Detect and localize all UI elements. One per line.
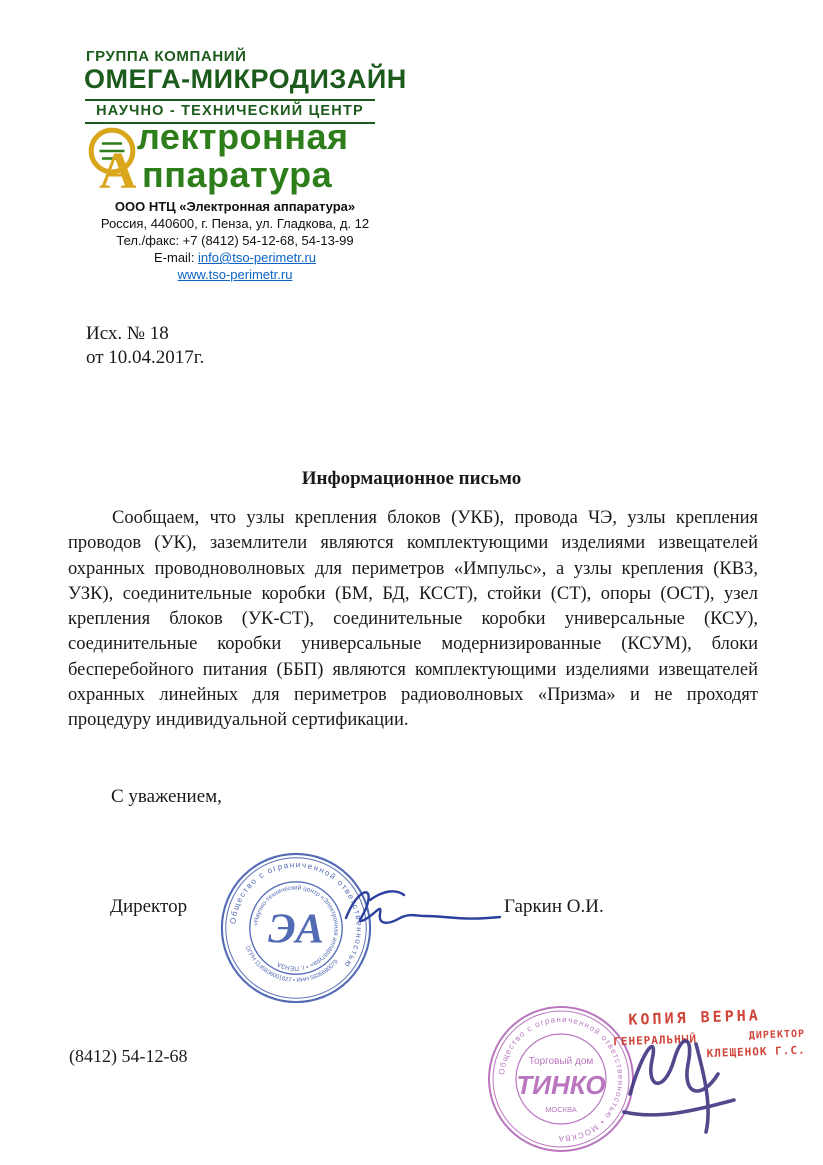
logo-letter-a: А	[99, 143, 137, 200]
vendor-stamp-top-text: Торговый дом	[528, 1056, 594, 1067]
address-line: Россия, 440600, г. Пенза, ул. Гладкова, д. 12	[100, 216, 370, 231]
letter-title: Информационное письмо	[301, 468, 522, 489]
outgoing-number: Исх. № 18	[86, 323, 169, 344]
footer-phone: (8412) 54-12-68	[69, 1046, 188, 1066]
email-link[interactable]: info@tso-perimetr.ru	[198, 250, 317, 265]
website-link[interactable]: www.tso-perimetr.ru	[177, 267, 293, 282]
signer-title: Директор	[110, 896, 188, 917]
letter-date: от 10.04.2017г.	[86, 347, 205, 368]
org-name-line: ООО НТЦ «Электронная аппаратура»	[114, 199, 356, 214]
vendor-stamp-center-text: ТИНКО	[516, 1070, 606, 1100]
company-stamp-inner-text: «Научно-технический центр «Электронная аппаратура» • г. ПЕНЗА	[252, 884, 340, 972]
contact-block	[90, 198, 380, 283]
logo-word-electronic: лектронная	[137, 116, 349, 157]
group-label: ГРУППА КОМПАНИЙ	[86, 48, 247, 65]
vendor-stamp-bottom-text: МОСКВА	[545, 1105, 577, 1114]
company-stamp-reg-numbers: ОГРН 1145836001827 • ИНН 5836680079	[243, 945, 340, 984]
closing-line: С уважением,	[111, 786, 222, 807]
company-logo	[85, 116, 395, 200]
website-line	[90, 266, 380, 283]
copy-stamp-title-1: ГЕНЕРАЛЬНЫЙ	[612, 1032, 698, 1049]
logo-word-apparatus: ппаратура	[142, 154, 333, 195]
copy-stamp-name: КЛЕЩЕНОК Г.С.	[706, 1043, 806, 1061]
ceo-signature	[600, 1016, 770, 1146]
email-line	[90, 249, 380, 266]
copy-stamp-title-2: ДИРЕКТОР	[748, 1028, 806, 1042]
company-stamp-outer-text: Общество с ограниченной ответственностью	[228, 860, 364, 970]
center-label: НАУЧНО - ТЕХНИЧЕСКИЙ ЦЕНТР	[96, 103, 364, 119]
phone-line: Тел./факс: +7 (8412) 54-12-68, 54-13-99	[116, 233, 354, 248]
vendor-stamp-outer-text: Общество с ограниченной ответственностью • МОСКВА	[497, 1014, 626, 1144]
signer-name: Гаркин О.И.	[504, 896, 604, 917]
email-label: E-mail:	[153, 250, 199, 265]
company-stamp-monogram: ЭА	[268, 905, 324, 953]
company-name: ОМЕГА-МИКРОДИЗАЙН	[84, 64, 407, 94]
director-signature	[338, 880, 508, 940]
letter-paragraph: Сообщаем, что узлы крепления блоков (УКБ), провода ЧЭ, узлы крепления проводов (УК), заземлители являются комплектующими изделиями извещателей охранных проводноволновых для периметров «Импульс», а узлы крепления (КВЗ, УЗК), соединительные коробки (БМ, БД, КССТ), стойки (СТ), опоры (ОСТ), узел крепления блоков (УК-СТ), соединительные коробки универсальные (КСУ), соединительные коробки универсальные модернизированные (КСУМ), блоки бесперебойного питания (ББП) являются комплектующими изделиями извещателей охранных линейных для периметров радиоволновых «Призма» и не проходят процедуру индивидуальной сертификации.	[68, 508, 758, 731]
copy-stamp-line1: КОПИЯ ВЕРНА	[628, 1006, 762, 1029]
reference-block	[86, 322, 204, 370]
